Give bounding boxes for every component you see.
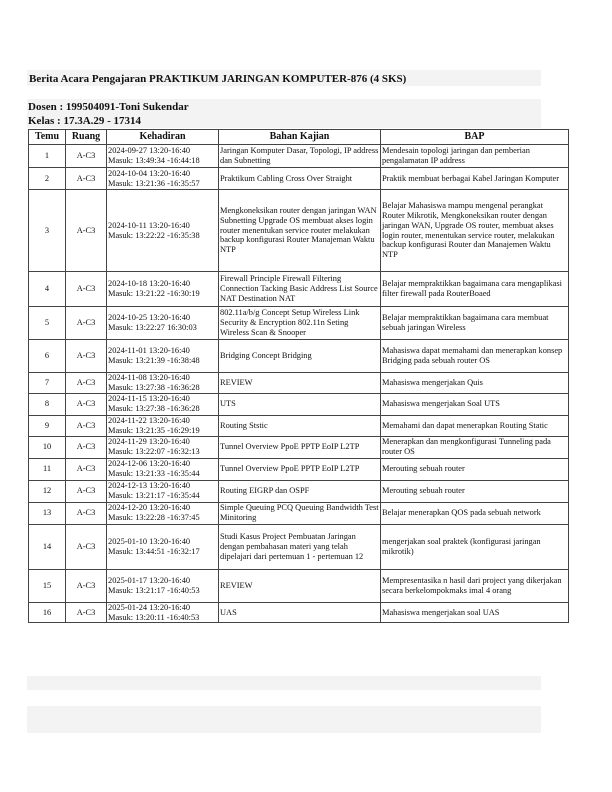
cell-bap: Praktik membuat berbagai Kabel Jaringan Komputer bbox=[381, 168, 569, 190]
cell-attendance bbox=[107, 190, 219, 272]
cell-attendance bbox=[107, 602, 219, 623]
cell-attendance bbox=[107, 307, 219, 340]
cell-room: A-C3 bbox=[66, 393, 107, 415]
cell-bap: Mahasiswa dapat memahami dan menerapkan konsep Bridging pada sebuah router OS bbox=[381, 340, 569, 373]
cell-bap: Mendesain topologi jaringan dan pemberian pengalamatan IP address bbox=[381, 145, 569, 168]
cell-bap: Memahami dan dapat menerapkan Routing Static bbox=[381, 415, 569, 436]
lecturer-line: Dosen : 199504091-Toni Sukendar bbox=[28, 101, 189, 113]
cell-bap: Menerapkan dan mengkonfigurasi Tunneling pada router OS bbox=[381, 436, 569, 458]
cell-bap: Belajar mempraktikkan bagaimana cara mengaplikasi filter firewall pada RouterBoaed bbox=[381, 272, 569, 307]
attendance-schedule: 2025-01-17 13:20-16:40 bbox=[108, 575, 191, 585]
cell-meeting-number: 7 bbox=[29, 373, 66, 394]
cell-topic: Firewall Principle Firewall Filtering Connection Tacking Basic Address List Source NAT Destination NAT bbox=[219, 272, 381, 307]
cell-room: A-C3 bbox=[66, 272, 107, 307]
cell-attendance bbox=[107, 272, 219, 307]
table-row bbox=[29, 569, 569, 602]
table-row bbox=[29, 340, 569, 373]
cell-meeting-number: 9 bbox=[29, 415, 66, 436]
attendance-schedule: 2024-10-25 13:20-16:40 bbox=[108, 313, 191, 323]
cell-attendance bbox=[107, 393, 219, 415]
table-row bbox=[29, 373, 569, 394]
attendance-checkin: Masuk: 13:22:28 -16:37:45 bbox=[108, 513, 200, 523]
attendance-schedule: 2024-12-13 13:20-16:40 bbox=[108, 481, 191, 491]
attendance-checkin: Masuk: 13:27:38 -16:36:28 bbox=[108, 404, 200, 414]
cell-meeting-number: 1 bbox=[29, 145, 66, 168]
attendance-schedule: 2025-01-10 13:20-16:40 bbox=[108, 536, 191, 546]
table-row bbox=[29, 393, 569, 415]
cell-room: A-C3 bbox=[66, 307, 107, 340]
attendance-schedule: 2024-11-29 13:20-16:40 bbox=[108, 437, 190, 447]
attendance-schedule: 2024-11-22 13:20-16:40 bbox=[108, 415, 190, 425]
table-row bbox=[29, 145, 569, 168]
cell-meeting-number: 3 bbox=[29, 190, 66, 272]
attendance-checkin: Masuk: 13:21:33 -16:35:44 bbox=[108, 469, 200, 479]
table-header-row bbox=[29, 130, 569, 145]
table-row bbox=[29, 524, 569, 569]
cell-topic: Mengkoneksikan router dengan jaringan WAN Subnetting Upgrade OS membuat akses login router menentukan service router melakukan backup konfigurasi Router Manajeman Waktu NTP bbox=[219, 190, 381, 272]
cell-bap: Mahasiswa mengerjakan soal UAS bbox=[381, 602, 569, 623]
cell-meeting-number: 12 bbox=[29, 480, 66, 502]
header-temu: Temu bbox=[29, 130, 66, 145]
cell-attendance bbox=[107, 340, 219, 373]
cell-topic: Bridging Concept Bridging bbox=[219, 340, 381, 373]
cell-room: A-C3 bbox=[66, 436, 107, 458]
table-row bbox=[29, 168, 569, 190]
cell-meeting-number: 4 bbox=[29, 272, 66, 307]
cell-room: A-C3 bbox=[66, 602, 107, 623]
attendance-checkin: Masuk: 13:20:11 -16:40:53 bbox=[108, 612, 200, 622]
cell-topic: 802.11a/b/g Concept Setup Wireless Link Security & Encryption 802.11n Seting Wireless Scan & Snooper bbox=[219, 307, 381, 340]
cell-topic: REVIEW bbox=[219, 569, 381, 602]
cell-attendance bbox=[107, 415, 219, 436]
attendance-schedule: 2024-10-18 13:20-16:40 bbox=[108, 279, 191, 289]
table-row bbox=[29, 190, 569, 272]
header-ruang: Ruang bbox=[66, 130, 107, 145]
cell-bap: Merouting sebuah router bbox=[381, 480, 569, 502]
header-bap: BAP bbox=[381, 130, 569, 145]
attendance-table bbox=[28, 129, 569, 623]
footer-band bbox=[27, 706, 541, 733]
cell-topic: Studi Kasus Project Pembuatan Jaringan dengan pembahasan materi yang telah dipelajari dari pertemuan 1 - pertemuan 12 bbox=[219, 524, 381, 569]
cell-attendance bbox=[107, 480, 219, 502]
cell-topic: UAS bbox=[219, 602, 381, 623]
attendance-schedule: 2024-12-06 13:20-16:40 bbox=[108, 459, 191, 469]
cell-bap: Mempresentasika n hasil dari project yang dikerjakan secara berkelompokmaks imal 4 orang bbox=[381, 569, 569, 602]
cell-topic: Routing EIGRP dan OSPF bbox=[219, 480, 381, 502]
attendance-schedule: 2025-01-24 13:20-16:40 bbox=[108, 602, 191, 612]
cell-meeting-number: 8 bbox=[29, 393, 66, 415]
cell-meeting-number: 11 bbox=[29, 458, 66, 480]
attendance-schedule: 2024-10-04 13:20-16:40 bbox=[108, 168, 191, 178]
cell-room: A-C3 bbox=[66, 415, 107, 436]
table-row bbox=[29, 272, 569, 307]
cell-topic: Tunnel Overview PpoE PPTP EoIP L2TP bbox=[219, 436, 381, 458]
cell-room: A-C3 bbox=[66, 168, 107, 190]
attendance-checkin: Masuk: 13:21:36 -16:35:57 bbox=[108, 178, 200, 188]
cell-attendance bbox=[107, 168, 219, 190]
cell-room: A-C3 bbox=[66, 502, 107, 524]
table-row bbox=[29, 502, 569, 524]
table-row bbox=[29, 307, 569, 340]
attendance-checkin: Masuk: 13:44:51 -16:32:17 bbox=[108, 546, 200, 556]
table-row bbox=[29, 436, 569, 458]
cell-bap: mengerjakan soal praktek (konfigurasi jaringan mikrotik) bbox=[381, 524, 569, 569]
cell-bap: Belajar menerapkan QOS pada sebuah network bbox=[381, 502, 569, 524]
cell-topic: Routing Ststic bbox=[219, 415, 381, 436]
attendance-schedule: 2024-10-11 13:20-16:40 bbox=[108, 220, 190, 230]
attendance-schedule: 2024-11-01 13:20-16:40 bbox=[108, 346, 190, 356]
document-title: Berita Acara Pengajaran PRAKTIKUM JARINGAN KOMPUTER-876 (4 SKS) bbox=[29, 73, 407, 85]
attendance-schedule: 2024-11-15 13:20-16:40 bbox=[108, 394, 190, 404]
class-line: Kelas : 17.3A.29 - 17314 bbox=[28, 115, 142, 127]
cell-bap: Belajar Mahasiswa mampu mengenal perangkat Router Mikrotik, Mengkoneksikan router dengan jaringan WAN, Upgrade OS router, membuat akses login router, menentukan service router, melakukan backup konfigurasi Router dan Manajemen Waktu NTP bbox=[381, 190, 569, 272]
cell-bap: Merouting sebuah router bbox=[381, 458, 569, 480]
attendance-checkin: Masuk: 13:22:07 -16:32:13 bbox=[108, 447, 200, 457]
table-row bbox=[29, 415, 569, 436]
cell-bap: Mahasiswa mengerjakan Soal UTS bbox=[381, 393, 569, 415]
cell-topic: Praktikum Cabling Cross Over Straight bbox=[219, 168, 381, 190]
cell-attendance bbox=[107, 458, 219, 480]
attendance-checkin: Masuk: 13:21:17 -16:40:53 bbox=[108, 585, 200, 595]
attendance-checkin: Masuk: 13:22:27 16:30:03 bbox=[108, 323, 197, 332]
attendance-checkin: Masuk: 13:21:39 -16:38:48 bbox=[108, 356, 200, 365]
table-row bbox=[29, 602, 569, 623]
cell-room: A-C3 bbox=[66, 190, 107, 272]
cell-topic: UTS bbox=[219, 393, 381, 415]
header-bahan-kajian: Bahan Kajian bbox=[219, 130, 381, 145]
table-row bbox=[29, 458, 569, 480]
attendance-checkin: Masuk: 13:49:34 -16:44:18 bbox=[108, 156, 200, 165]
cell-room: A-C3 bbox=[66, 373, 107, 394]
cell-topic: Simple Queuing PCQ Queuing Bandwidth Test Minitoring bbox=[220, 503, 379, 523]
cell-meeting-number: 5 bbox=[29, 307, 66, 340]
header-kehadiran: Kehadiran bbox=[107, 130, 219, 145]
cell-meeting-number: 10 bbox=[29, 436, 66, 458]
cell-meeting-number: 14 bbox=[29, 524, 66, 569]
attendance-checkin: Masuk: 13:27:38 -16:36:28 bbox=[108, 382, 200, 392]
cell-room: A-C3 bbox=[66, 458, 107, 480]
cell-attendance bbox=[107, 502, 219, 524]
cell-room: A-C3 bbox=[66, 340, 107, 373]
cell-meeting-number: 6 bbox=[29, 340, 66, 373]
cell-attendance bbox=[107, 373, 219, 394]
attendance-checkin: Masuk: 13:21:17 -16:35:44 bbox=[108, 491, 200, 501]
attendance-checkin: Masuk: 13:21:35 -16:29:19 bbox=[108, 425, 200, 435]
cell-room: A-C3 bbox=[66, 480, 107, 502]
cell-room: A-C3 bbox=[66, 569, 107, 602]
cell-room: A-C3 bbox=[66, 524, 107, 569]
bottom-band bbox=[27, 676, 541, 690]
cell-topic: REVIEW bbox=[219, 373, 381, 394]
cell-meeting-number: 16 bbox=[29, 602, 66, 623]
cell-attendance bbox=[107, 436, 219, 458]
attendance-schedule: 2024-09-27 13:20-16:40 bbox=[108, 146, 191, 156]
cell-attendance bbox=[107, 145, 219, 168]
cell-topic: Tunnel Overview PpoE PPTP EoIP L2TP bbox=[219, 458, 381, 480]
attendance-schedule: 2024-12-20 13:20-16:40 bbox=[108, 503, 191, 513]
cell-meeting-number: 2 bbox=[29, 168, 66, 190]
cell-bap: Mahasiswa mengerjakan Quis bbox=[381, 373, 569, 394]
cell-meeting-number: 13 bbox=[29, 502, 66, 524]
attendance-checkin: Masuk: 13:21:22 -16:30:19 bbox=[108, 289, 200, 298]
cell-bap: Belajar mempraktikkan bagaimana cara membuat sebuah jaringan Wireless bbox=[381, 307, 569, 340]
cell-topic: Jaringan Komputer Dasar, Topologi, IP address dan Subnetting bbox=[219, 145, 381, 168]
table-row bbox=[29, 480, 569, 502]
attendance-checkin: Masuk: 13:22:22 -16:35:38 bbox=[108, 230, 200, 240]
cell-attendance bbox=[107, 524, 219, 569]
cell-meeting-number: 15 bbox=[29, 569, 66, 602]
cell-attendance bbox=[107, 569, 219, 602]
cell-room: A-C3 bbox=[66, 145, 107, 168]
attendance-schedule: 2024-11-08 13:20-16:40 bbox=[108, 373, 190, 382]
